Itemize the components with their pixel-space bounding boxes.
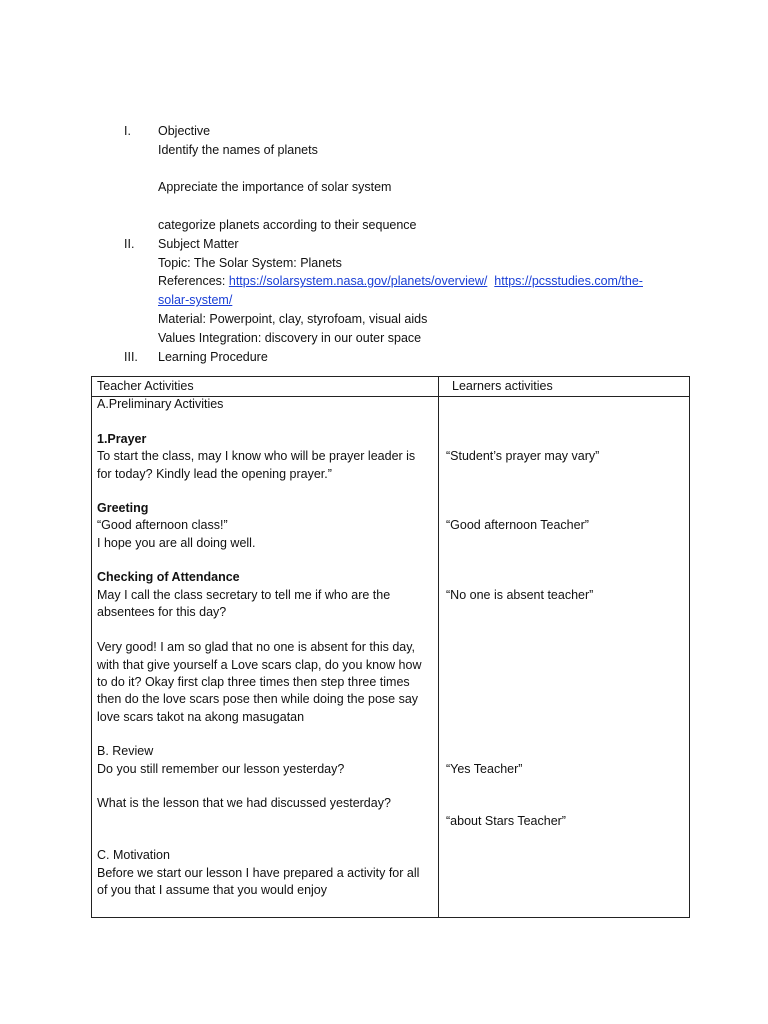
objective-item: Identify the names of planets bbox=[158, 142, 318, 157]
attendance-heading: Checking of Attendance bbox=[97, 570, 240, 584]
subject-matter-heading: Subject Matter bbox=[158, 236, 239, 251]
reference-link-nasa[interactable]: https://solarsystem.nasa.gov/planets/overview/ bbox=[228, 274, 488, 289]
header-learners-activities: Learners activities bbox=[452, 379, 553, 393]
attendance-text: absentees for this day? bbox=[97, 605, 227, 619]
section-numeral: III. bbox=[124, 349, 138, 364]
material-line: Material: Powerpoint, clay, styrofoam, visual aids bbox=[158, 311, 428, 326]
objective-item: categorize planets according to their sequence bbox=[158, 217, 417, 232]
objective-heading: Objective bbox=[158, 124, 211, 138]
motivation-text: of you that I assume that you would enjoy bbox=[97, 883, 327, 897]
learner-greeting-response: “Good afternoon Teacher” bbox=[446, 518, 589, 532]
preliminary-activities-label: A.Preliminary Activities bbox=[97, 397, 224, 411]
references-line bbox=[124, 272, 684, 291]
procedure-heading: Learning Procedure bbox=[158, 349, 268, 364]
learning-procedure-table bbox=[91, 376, 690, 918]
motivation-text: Before we start our lesson I have prepared a activity for all bbox=[97, 866, 420, 880]
prayer-heading: 1.Prayer bbox=[97, 432, 147, 446]
learner-review-response: “about Stars Teacher” bbox=[446, 814, 566, 828]
prayer-text: To start the class, may I know who will be prayer leader is bbox=[97, 449, 416, 463]
very-good-text: Very good! I am so glad that no one is absent for this day, bbox=[97, 640, 416, 654]
lesson-outline bbox=[124, 122, 684, 366]
very-good-text: to do it? Okay first clap three times then step three times bbox=[97, 675, 410, 689]
motivation-heading: C. Motivation bbox=[97, 848, 170, 862]
learner-attendance-response: “No one is absent teacher” bbox=[446, 588, 594, 602]
reference-link-pcsstudies-continued[interactable]: solar-system/ bbox=[158, 293, 233, 308]
learner-prayer-response: “Student’s prayer may vary” bbox=[446, 449, 600, 463]
very-good-text: love scars takot na akong masugatan bbox=[97, 710, 305, 724]
very-good-text: with that give yourself a Love scars clap, do you know how bbox=[97, 658, 422, 672]
attendance-text: May I call the class secretary to tell me if who are the bbox=[97, 588, 391, 602]
objective-item: Appreciate the importance of solar system bbox=[158, 180, 392, 195]
review-question: Do you still remember our lesson yesterday? bbox=[97, 762, 345, 776]
greeting-heading: Greeting bbox=[97, 501, 149, 515]
procedure-heading-line bbox=[124, 348, 684, 367]
header-teacher-activities: Teacher Activities bbox=[97, 379, 194, 393]
references-label: References: bbox=[158, 274, 229, 289]
subject-matter-heading-line bbox=[124, 235, 684, 254]
review-heading: B. Review bbox=[97, 744, 154, 758]
reference-link-pcsstudies[interactable]: https://pcsstudies.com/the- bbox=[494, 274, 643, 289]
section-numeral: II. bbox=[124, 236, 135, 251]
section-numeral: I. bbox=[124, 124, 131, 138]
greeting-text: “Good afternoon class!” bbox=[97, 518, 228, 532]
prayer-text: for today? Kindly lead the opening prayer.” bbox=[97, 467, 332, 481]
topic-line: Topic: The Solar System: Planets bbox=[158, 255, 342, 270]
very-good-text: then do the love scars pose then while doing the pose say bbox=[97, 692, 419, 706]
greeting-text: I hope you are all doing well. bbox=[97, 536, 256, 550]
learner-review-response: “Yes Teacher” bbox=[446, 762, 523, 776]
references-line-continued bbox=[124, 291, 684, 310]
objective-heading-line bbox=[124, 122, 684, 141]
column-divider bbox=[438, 377, 439, 917]
values-line: Values Integration: discovery in our outer space bbox=[158, 330, 422, 345]
review-question: What is the lesson that we had discussed yesterday? bbox=[97, 796, 391, 810]
